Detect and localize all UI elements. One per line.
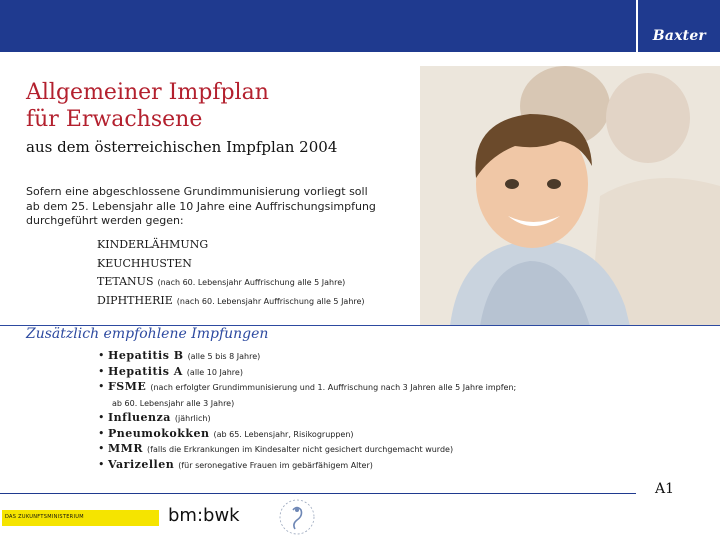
vaccine-item [97,236,365,255]
additional-note: (alle 5 bis 8 Jahre) [187,352,261,361]
additional-vaccine-list [98,348,516,472]
family-photo-illustration [420,66,720,326]
additional-item [98,348,516,364]
vaccine-item [97,292,365,311]
vaccine-note: (nach 60. Lebensjahr Auffrischung alle 5 Jahre) [157,278,346,287]
bullet-icon: • [98,349,105,362]
additional-name: MMR [108,442,143,455]
vaccine-name: KINDERLÄHMUNG [97,238,209,251]
vaccine-item [97,273,365,292]
section-title: Zusätzlich empfohlene Impfungen [26,326,269,342]
additional-name: Hepatitis A [108,364,183,378]
additional-name: Hepatitis B [108,349,184,362]
additional-item [98,379,516,395]
vaccine-name: TETANUS [97,275,154,288]
additional-note: (alle 10 Jahre) [186,367,243,377]
bullet-icon: • [98,442,105,455]
seal-icon [270,496,324,538]
additional-item [98,410,516,426]
additional-item-continuation [98,395,516,411]
intro-text [26,185,426,229]
additional-item [98,426,516,442]
bullet-icon: • [98,364,105,378]
page-title [26,79,406,133]
bullet-icon: • [98,411,105,424]
brand-logo: Baxter [652,28,706,44]
vaccine-item [97,255,365,274]
title-line: für Erwachsene [26,107,203,132]
intro-line: Sofern eine abgeschlossene Grundimmunisierung vorliegt soll [26,185,368,198]
additional-item [98,457,516,473]
ministry-logo-text: DAS ZUKUNFTSMINISTERIUM [5,514,84,520]
additional-note: (nach erfolgter Grundimmunisierung und 1. Auffrischung nach 3 Jahren alle 5 Jahre impfen; [150,383,517,392]
footer-divider [0,493,636,494]
intro-line: durchgeführt werden gegen: [26,214,184,227]
additional-item [98,364,516,380]
subtitle: aus dem österreichischen Impfplan 2004 [26,138,338,156]
vaccine-note: (nach 60. Lebensjahr Auffrischung alle 5 Jahre) [176,296,365,306]
title-line: Allgemeiner Impfplan [26,80,269,105]
additional-note: (falls die Erkrankungen im Kindesalter nicht gesichert durchgemacht wurde) [147,445,454,454]
additional-name: FSME [108,380,147,393]
bmbwk-logo: bm:bwk [168,505,240,526]
vaccine-name: DIPHTHERIE [97,293,173,307]
additional-name: Pneumokokken [108,426,210,440]
header-bar-right [638,0,720,52]
additional-item [98,441,516,457]
additional-note: (ab 65. Lebensjahr, Risikogruppen) [213,429,354,439]
additional-name: Influenza [108,411,171,424]
bullet-icon: • [98,426,105,440]
intro-line: ab dem 25. Lebensjahr alle 10 Jahre eine Auffrischungsimpfung [26,199,376,213]
slide-number: A1 [655,481,675,497]
additional-note: (jährlich) [174,414,211,423]
header-bar [0,0,636,52]
vaccine-name: KEUCHHUSTEN [97,256,192,270]
additional-note: ab 60. Lebensjahr alle 3 Jahre) [112,398,235,408]
bullet-icon: • [98,380,105,393]
ministry-logo [2,510,159,526]
family-photo [420,66,720,326]
additional-name: Varizellen [108,457,175,471]
bullet-icon: • [98,457,105,471]
additional-note: (für seronegative Frauen im gebärfähigem Alter) [178,460,373,470]
vaccine-list [97,236,365,310]
